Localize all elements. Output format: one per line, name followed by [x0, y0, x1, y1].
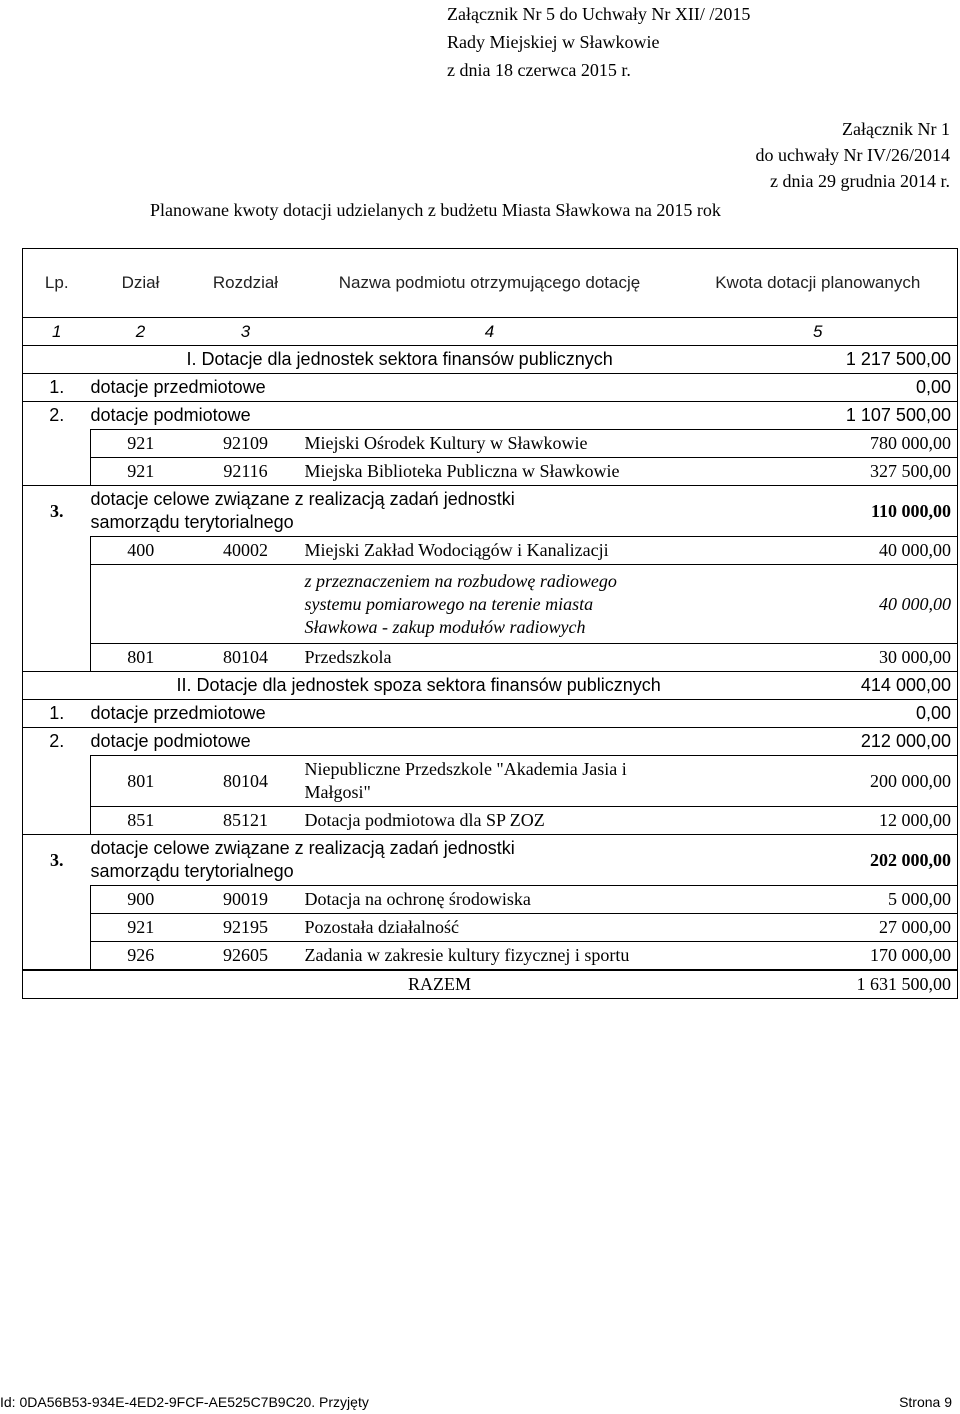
rozdzial-cell: 85121 [191, 807, 301, 835]
nazwa-cell: Miejski Zakład Wodociągów i Kanalizacji [301, 537, 679, 565]
dzial-cell: 921 [91, 430, 191, 458]
section1-p2-label: dotacje podmiotowe [91, 402, 679, 430]
total-label: RAZEM [91, 970, 679, 999]
section1-p3-num: 3. [23, 486, 91, 537]
table-row [23, 537, 958, 565]
nazwa-cell: Dotacja na ochronę środowiska [301, 886, 679, 914]
col-number-2: 2 [135, 321, 146, 341]
note-kwota-cell: 40 000,00 [679, 565, 958, 644]
rozdzial-cell: 92116 [191, 458, 301, 486]
original-line-1: Załącznik Nr 1 [842, 119, 950, 139]
section2-p3-label: dotacje celowe związane z realizacją zadań jednostki samorządu terytorialnego [91, 835, 679, 886]
col-number-4: 4 [484, 321, 495, 341]
attachment-line-3: z dnia 18 czerwca 2015 r. [447, 60, 631, 80]
page-number: Strona 9 [899, 1394, 952, 1410]
section1-p3-label: dotacje celowe związane z realizacją zadań jednostki samorządu terytorialnego [91, 486, 679, 537]
section2-p2-value: 212 000,00 [679, 728, 958, 756]
attachment-header [447, 0, 750, 84]
rozdzial-cell: 90019 [191, 886, 301, 914]
col-header-kwota: Kwota dotacji planowanych [679, 249, 958, 318]
nazwa-cell: Miejski Ośrodek Kultury w Sławkowie [301, 430, 679, 458]
section1-p2-value: 1 107 500,00 [679, 402, 958, 430]
col-header-lp: Lp. [23, 249, 91, 318]
table-row-note [23, 565, 958, 644]
section2-row [23, 672, 958, 700]
document-id: Id: 0DA56B53-934E-4ED2-9FCF-AE525C7B9C20. Przyjęty [0, 1394, 369, 1410]
section1-p3-value: 110 000,00 [679, 486, 958, 537]
col-number-5: 5 [813, 321, 823, 341]
table-row [23, 914, 958, 942]
nazwa-cell: Zadania w zakresie kultury fizycznej i sportu [301, 942, 679, 971]
kwota-cell: 40 000,00 [679, 537, 958, 565]
dzial-cell: 921 [91, 914, 191, 942]
section2-p2-label: dotacje podmiotowe [91, 728, 679, 756]
section2-p3-num: 3. [23, 835, 91, 886]
total-value: 1 631 500,00 [679, 970, 958, 999]
table-header-row [23, 249, 958, 318]
rozdzial-cell: 92605 [191, 942, 301, 971]
rozdzial-cell: 80104 [191, 644, 301, 672]
rozdzial-cell: 80104 [191, 756, 301, 807]
col-header-rozdzial: Rozdział [191, 249, 301, 318]
kwota-cell: 327 500,00 [679, 458, 958, 486]
nazwa-cell: Pozostała działalność [301, 914, 679, 942]
dzial-cell: 801 [91, 644, 191, 672]
attachment-line-2: Rady Miejskiej w Sławkowie [447, 32, 660, 52]
nazwa-cell: Miejska Biblioteka Publiczna w Sławkowie [301, 458, 679, 486]
section2-p1-value: 0,00 [679, 700, 958, 728]
section2-p2-row [23, 728, 958, 756]
table-row [23, 886, 958, 914]
section2-title: II. Dotacje dla jednostek spoza sektora finansów publicznych [91, 672, 679, 700]
section2-p3-value: 202 000,00 [679, 835, 958, 886]
section2-p3-row [23, 835, 958, 886]
col-number-1: 1 [52, 321, 62, 341]
dzial-cell: 801 [91, 756, 191, 807]
section2-p1-num: 1. [23, 700, 91, 728]
column-number-row [23, 318, 958, 346]
attachment-line-1: Załącznik Nr 5 do Uchwały Nr XII/ /2015 [447, 4, 751, 24]
nazwa-cell: Niepubliczne Przedszkole "Akademia Jasia i Małgosi" [301, 756, 679, 807]
table-row [23, 942, 958, 971]
nazwa-cell: Przedszkola [301, 644, 679, 672]
original-line-3: z dnia 29 grudnia 2014 r. [770, 171, 950, 191]
kwota-cell: 170 000,00 [679, 942, 958, 971]
rozdzial-cell: 40002 [191, 537, 301, 565]
col-header-dzial: Dział [91, 249, 191, 318]
dzial-cell: 900 [91, 886, 191, 914]
section2-p2-num: 2. [23, 728, 91, 756]
kwota-cell: 12 000,00 [679, 807, 958, 835]
note-cell: z przeznaczeniem na rozbudowę radiowego systemu pomiarowego na terenie miasta Sławkowa - zakup modułów radiowych [301, 565, 679, 644]
nazwa-cell: Dotacja podmiotowa dla SP ZOZ [301, 807, 679, 835]
dzial-cell: 400 [91, 537, 191, 565]
table-row [23, 430, 958, 458]
table-row [23, 756, 958, 807]
section2-p1-label: dotacje przedmiotowe [91, 700, 679, 728]
kwota-cell: 30 000,00 [679, 644, 958, 672]
section1-p2-row [23, 402, 958, 430]
kwota-cell: 5 000,00 [679, 886, 958, 914]
original-attachment-header [756, 116, 950, 194]
section1-p2-num: 2. [23, 402, 91, 430]
section1-p1-row [23, 374, 958, 402]
col-header-nazwa: Nazwa podmiotu otrzymującego dotację [301, 249, 679, 318]
section2-p1-row [23, 700, 958, 728]
kwota-cell: 200 000,00 [679, 756, 958, 807]
section1-p1-value: 0,00 [679, 374, 958, 402]
subsidy-table [22, 248, 958, 999]
kwota-cell: 780 000,00 [679, 430, 958, 458]
dzial-cell: 851 [91, 807, 191, 835]
kwota-cell: 27 000,00 [679, 914, 958, 942]
dzial-cell: 926 [91, 942, 191, 971]
section1-title: I. Dotacje dla jednostek sektora finansów publicznych [91, 346, 679, 374]
rozdzial-cell: 92109 [191, 430, 301, 458]
table-row [23, 458, 958, 486]
col-number-3: 3 [240, 321, 251, 341]
section1-p1-num: 1. [23, 374, 91, 402]
table-row [23, 807, 958, 835]
rozdzial-cell: 92195 [191, 914, 301, 942]
section1-row [23, 346, 958, 374]
section1-total: 1 217 500,00 [679, 346, 958, 374]
section1-p3-row [23, 486, 958, 537]
dzial-cell: 921 [91, 458, 191, 486]
original-line-2: do uchwały Nr IV/26/2014 [755, 145, 950, 165]
subsidy-table-wrapper [22, 248, 957, 999]
page-title: Planowane kwoty dotacji udzielanych z budżetu Miasta Sławkowa na 2015 rok [150, 200, 721, 220]
total-row [23, 970, 958, 999]
section2-total: 414 000,00 [679, 672, 958, 700]
table-row [23, 644, 958, 672]
section1-p1-label: dotacje przedmiotowe [91, 374, 679, 402]
